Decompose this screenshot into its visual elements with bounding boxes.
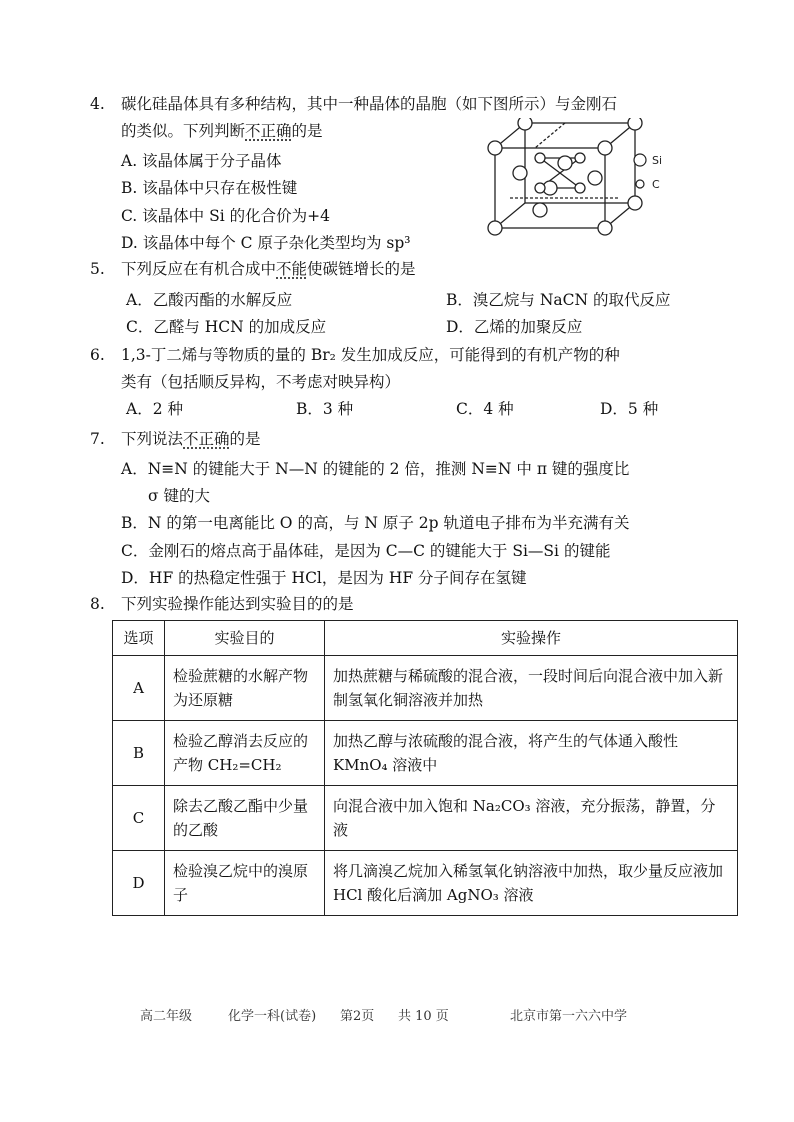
q8-stem: 下列实验操作能达到实验目的的是 xyxy=(121,595,354,613)
table-row xyxy=(113,786,738,851)
table-row xyxy=(113,656,738,721)
q7-option-b: B．N 的第一电离能比 O 的高，与 N 原子 2p 轨道电子排布为半充满有关 xyxy=(121,514,630,532)
q8-number: 8. xyxy=(90,595,105,613)
q6-option-b: B．3 种 xyxy=(296,400,354,418)
q5-number: 5. xyxy=(90,260,105,278)
legend-si-label: Si xyxy=(652,154,663,167)
table-header-row xyxy=(113,621,738,656)
q7-option-c: C．金刚石的熔点高于晶体硅，是因为 C—C 的键能大于 Si—Si 的键能 xyxy=(121,542,611,560)
row-goal: 除去乙酸乙酯中少量的乙酸 xyxy=(165,786,325,851)
q5-option-b: B．溴乙烷与 NaCN 的取代反应 xyxy=(446,291,671,309)
q4-stem-line1: 碳化硅晶体具有多种结构，其中一种晶体的晶胞（如下图所示）与金刚石 xyxy=(121,95,618,113)
row-option: C xyxy=(113,786,165,851)
header-operation: 实验操作 xyxy=(325,621,738,656)
q6-option-c: C．4 种 xyxy=(456,400,514,418)
legend-si-marker xyxy=(634,154,646,166)
q4-option-b: B. 该晶体中只存在极性键 xyxy=(121,179,298,197)
table-row xyxy=(113,851,738,916)
q7-option-a-line1: A．N≡N 的键能大于 N—N 的键能的 2 倍，推测 N≡N 中 π 键的强度比 xyxy=(121,460,630,478)
q4-number: 4. xyxy=(90,95,105,113)
q6-option-a: A．2 种 xyxy=(126,400,183,418)
q6-option-d: D．5 种 xyxy=(600,400,659,418)
q5-option-a: A．乙酸丙酯的水解反应 xyxy=(126,291,293,309)
header-goal: 实验目的 xyxy=(165,621,325,656)
row-option: D xyxy=(113,851,165,916)
row-operation: 加热蔗糖与稀硫酸的混合液，一段时间后向混合液中加入新制氢氧化铜溶液并加热 xyxy=(325,656,738,721)
row-goal: 检验蔗糖的水解产物为还原糖 xyxy=(165,656,325,721)
q7-option-d: D．HF 的热稳定性强于 HCl，是因为 HF 分子间存在氢键 xyxy=(121,569,527,587)
row-operation: 将几滴溴乙烷加入稀氢氧化钠溶液中加热，取少量反应液加 HCl 酸化后滴加 AgNO₃ 溶液 xyxy=(325,851,738,916)
q4-option-d: D. 该晶体中每个 C 原子杂化类型均为 sp³ xyxy=(121,234,411,252)
q5-option-c: C．乙醛与 HCN 的加成反应 xyxy=(126,318,327,336)
q4-option-c: C. 该晶体中 Si 的化合价为+4 xyxy=(121,207,330,225)
q6-number: 6. xyxy=(90,346,105,364)
q6-stem-line1: 1,3-丁二烯与等物质的量的 Br₂ 发生加成反应，可能得到的有机产物的种 xyxy=(121,346,620,364)
row-goal: 检验溴乙烷中的溴原子 xyxy=(165,851,325,916)
row-operation: 加热乙醇与浓硫酸的混合液，将产生的气体通入酸性 KMnO₄ 溶液中 xyxy=(325,721,738,786)
q5-option-d: D．乙烯的加聚反应 xyxy=(446,318,583,336)
q7-stem: 下列说法不正确的是 xyxy=(121,430,261,448)
q6-stem-line2: 类有（包括顺反异构，不考虑对映异构） xyxy=(121,373,401,391)
q4-stem-line2: 的类似。下列判断不正确的是 xyxy=(121,122,323,140)
row-operation: 向混合液中加入饱和 Na₂CO₃ 溶液，充分振荡，静置，分液 xyxy=(325,786,738,851)
legend-c-marker xyxy=(636,180,644,188)
q7-number: 7. xyxy=(90,430,105,448)
q5-stem: 下列反应在有机合成中不能使碳链增长的是 xyxy=(121,260,416,278)
legend-c-label: C xyxy=(652,178,660,191)
table-row xyxy=(113,721,738,786)
row-option: B xyxy=(113,721,165,786)
sic-unit-cell-diagram xyxy=(480,118,680,242)
footer-grade: 高二年级 xyxy=(140,1009,193,1024)
header-option: 选项 xyxy=(113,621,165,656)
q7-option-a-line2: σ 键的大 xyxy=(148,487,211,505)
row-goal: 检验乙醇消去反应的产物 CH₂=CH₂ xyxy=(165,721,325,786)
row-option: A xyxy=(113,656,165,721)
footer-subject: 化学一科(试卷) xyxy=(228,1009,317,1024)
experiment-table xyxy=(112,620,738,916)
q4-option-a: A. 该晶体属于分子晶体 xyxy=(121,152,282,170)
footer-total: 共 10 页 xyxy=(398,1009,449,1024)
footer-page: 第2页 xyxy=(340,1009,375,1024)
footer-school: 北京市第一六六中学 xyxy=(510,1009,628,1024)
